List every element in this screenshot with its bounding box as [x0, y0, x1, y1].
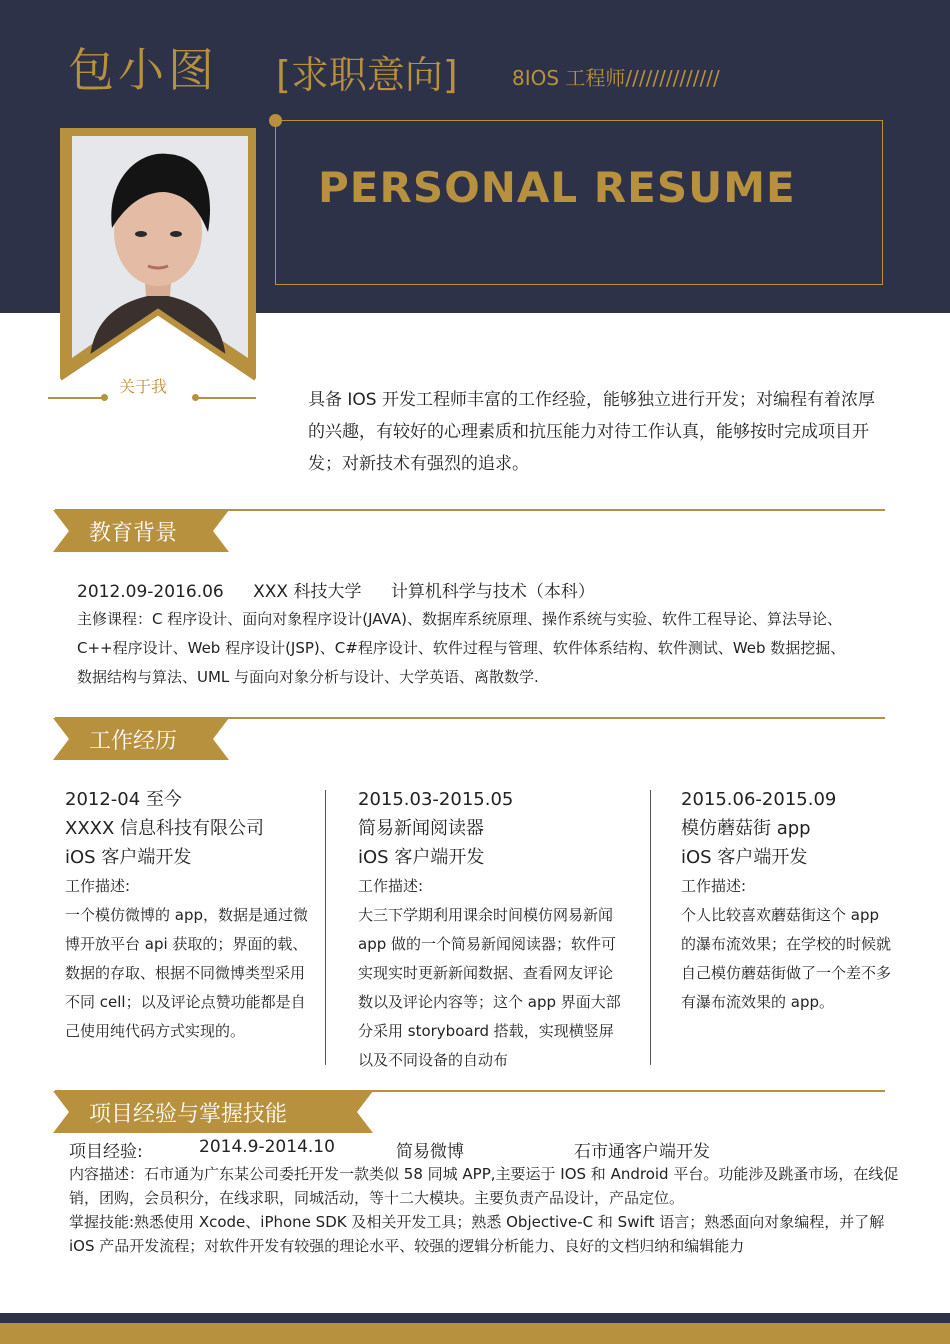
education-period: 2012.09-2016.06 [77, 582, 224, 602]
project-name: 简易微博 [396, 1142, 464, 1162]
work-desc: 个人比较喜欢蘑菇街这个 app 的瀑布流效果；在学校的时候就自己模仿蘑菇街做了一个差不多有瀑布流效果的 app。 [681, 906, 892, 1011]
work-desc: 一个模仿微博的 app，数据是通过微博开放平台 api 获取的；界面的载、数据的存取、根据不同微博类型采用不同 cell；以及评论点赞功能都是自己使用纯代码方式实现的。 [65, 906, 309, 1040]
work-entry [358, 785, 623, 1075]
work-company: 简易新闻阅读器 [358, 818, 484, 839]
section-heading: 教育背景 [89, 521, 178, 546]
footer-band [0, 1313, 950, 1323]
work-period: 2015.03-2015.05 [358, 789, 514, 810]
project-details [69, 1162, 899, 1268]
work-company: 模仿蘑菇街 app [681, 818, 811, 839]
project-label: 项目经验: [69, 1142, 143, 1162]
work-desc-label: 工作描述: [681, 877, 747, 895]
job-intent-label: [求职意向] [276, 53, 458, 97]
frame-dot [269, 114, 282, 127]
work-period: 2015.06-2015.09 [681, 789, 837, 810]
work-desc-label: 工作描述: [65, 877, 131, 895]
work-desc-label: 工作描述: [358, 877, 424, 895]
column-divider [650, 790, 651, 1065]
about-label: 关于我 [119, 377, 168, 396]
education-courses: 主修课程：C 程序设计、面向对象程序设计(JAVA)、数据库系统原理、操作系统与实验、软件工程导论、算法导论、 C++程序设计、Web 程序设计(JSP)、C#程序设计、软件过程与管理、软件体系结构、软件测试、Web 数据挖掘、数据结构与算法、UML 与面向对象分析与设计、大学英语、离散数学. [77, 610, 846, 686]
portrait-image [60, 128, 256, 386]
about-text: 具备 IOS 开发工程师丰富的工作经验，能够独立进行开发；对编程有着浓厚的兴趣，有较好的心理素质和抗压能力对待工作认真，能够按时完成项目开发；对新技术有强烈的追求。 [308, 390, 875, 474]
education-major: 计算机科学与技术（本科） [390, 582, 595, 602]
footer-band [0, 1323, 950, 1344]
work-role: iOS 客户端开发 [681, 847, 808, 868]
work-role: iOS 客户端开发 [358, 847, 485, 868]
work-entry [681, 785, 896, 1017]
work-desc: 大三下学期利用课余时间模仿网易新闻 app 做的一个简易新闻阅读器；软件可实现实时更新新闻数据、查看网友评论数以及评论内容等；这个 app 界面大部分采用 storyboard 搭载，实现横竖屏以及不同设备的自动布 [358, 906, 621, 1069]
divider [193, 397, 256, 399]
skills-text: 掌握技能:熟悉使用 Xcode、iPhone SDK 及相关开发工具；熟悉 Objective-C 和 Swift 语言；熟悉面向对象编程，并了解 iOS 产品开发流程；对软件开发有较强的理论水平、较强的逻辑分析能力、良好的文档归纳和编辑能力 [69, 1213, 885, 1255]
work-period: 2012-04 至今 [65, 789, 182, 810]
portrait-photo [60, 128, 256, 386]
work-company: XXXX 信息科技有限公司 [65, 818, 265, 839]
candidate-name: 包小图 [68, 43, 218, 97]
section-heading: 工作经历 [89, 729, 178, 754]
dot-icon [192, 394, 199, 401]
section-heading: 项目经验与掌握技能 [89, 1102, 288, 1127]
project-content: 内容描述：石市通为广东某公司委托开发一款类似 58 同城 APP,主要运于 IOS 和 Android 平台。功能涉及跳蚤市场，在线促销，团购，会员积分，在线求职，同城活动，等十二大模块。主要负责产品设计，产品定位。 [69, 1165, 899, 1207]
education-school: XXX 科技大学 [253, 582, 362, 602]
work-entry [65, 785, 310, 1046]
resume-title: PERSONAL RESUME [318, 163, 796, 212]
project-period: 2014.9-2014.10 [199, 1137, 335, 1157]
work-role: iOS 客户端开发 [65, 847, 192, 868]
divider [48, 397, 104, 399]
project-name: 石市通客户端开发 [574, 1142, 710, 1162]
job-position: 8IOS 工程师////////////// [512, 66, 720, 90]
education-summary [77, 577, 619, 602]
dot-icon [101, 394, 108, 401]
column-divider [325, 790, 326, 1065]
